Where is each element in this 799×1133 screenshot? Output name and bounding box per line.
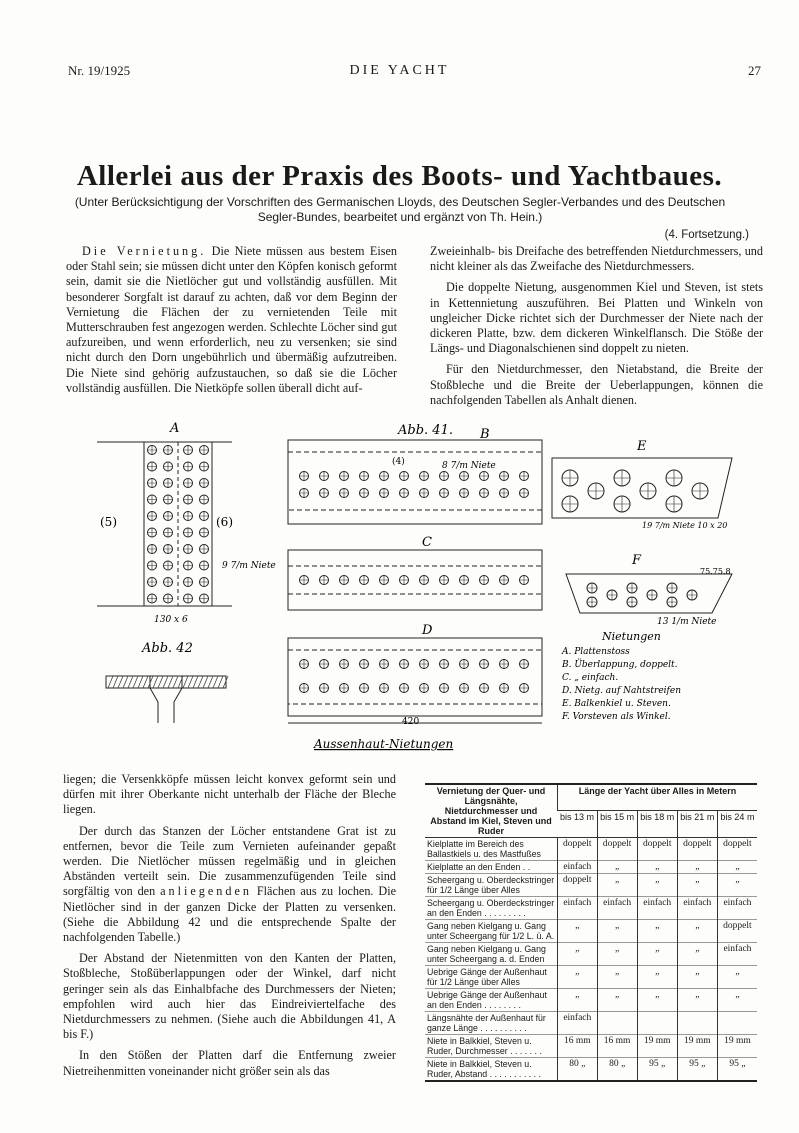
table-cell: „ — [637, 989, 677, 1012]
page-number: 27 — [748, 63, 761, 78]
table-cell: „ — [558, 943, 598, 966]
table-cell: einfach — [597, 897, 637, 920]
hatch-line — [118, 676, 123, 688]
hatch-line — [128, 676, 133, 688]
table-cell — [677, 1012, 717, 1035]
table-cell — [717, 1012, 757, 1035]
rivet-spec-table-wrap — [425, 783, 757, 1082]
paragraph: liegen; die Versenkköpfe müssen leicht konvex geformt sein und dürfen mit ihrer Oberkante nicht unterhalb der Fläche der Bleche liegen. — [63, 772, 396, 817]
paragraph — [66, 244, 397, 396]
table-row — [425, 943, 757, 966]
label-d: D — [422, 623, 433, 638]
paragraph: Für den Nietdurchmesser, den Nietabstand, die Breite der Stoßbleche und die Breite der Ueberlappungen, können die nachfolgenden Tabellen als Anhalt dienen. — [430, 362, 763, 407]
table-col-header: bis 18 m — [637, 811, 677, 838]
hatch-line — [183, 676, 188, 688]
figure-caption: Aussenhaut-Nietungen — [314, 737, 454, 751]
table-cell: „ — [637, 861, 677, 874]
hatch-line — [108, 676, 113, 688]
table-row-label: Scheergang u. Oberdeckstringer an den Enden . . . . . . . . . — [427, 898, 555, 918]
table-cell: „ — [597, 989, 637, 1012]
hatch-line — [143, 676, 148, 688]
table-cell: 16 mm — [558, 1035, 598, 1058]
table-col-group: Länge der Yacht über Alles in Metern — [558, 785, 758, 811]
table-row — [425, 1035, 757, 1058]
table-col-header: bis 13 m — [558, 811, 598, 838]
table-cell: doppelt — [558, 874, 598, 897]
table-row-label: Gang neben Kielgang u. Gang unter Scheergang a. d. Enden — [427, 944, 546, 964]
paragraph: Zweieinhalb- bis Dreifache des betreffenden Nietdurchmessers, und nicht kleiner als das Zweifache des Nietdurchmessers. — [430, 244, 763, 274]
table-cell: 80 „ — [558, 1058, 598, 1081]
niete-a-label: 9 7/m Niete — [222, 561, 276, 571]
legend-item: E. Balkenkiel u. Steven. — [562, 699, 671, 709]
label-a: A — [170, 421, 180, 436]
table-cell: doppelt — [717, 920, 757, 943]
table-cell: „ — [637, 920, 677, 943]
hatch-line — [173, 676, 178, 688]
table-row — [425, 897, 757, 920]
table-cell: doppelt — [677, 838, 717, 861]
table-cell: „ — [597, 943, 637, 966]
hatch-line — [123, 676, 128, 688]
table-cell: 95 „ — [637, 1058, 677, 1081]
table-cell: 95 „ — [677, 1058, 717, 1081]
paragraph: Die doppelte Nietung, ausgenommen Kiel und Steven, ist stets in Kettennietung auszuführen. Bei Platten und Winkeln von ungleicher Dicke richtet sich der Durchmesser der Niete nach der dickeren Platte, bzw. dem dickeren Winkelflansch. Die Stöße der Längs- und Diagonalschienen sind doppelt zu nieten. — [430, 280, 763, 356]
table-cell: doppelt — [637, 838, 677, 861]
table-cell: „ — [637, 943, 677, 966]
hatch-line — [188, 676, 193, 688]
table-cell: 19 mm — [677, 1035, 717, 1058]
text-column-right-top — [430, 244, 763, 414]
legend-item: F. Vorsteven als Winkel. — [562, 712, 671, 722]
table-cell: „ — [677, 920, 717, 943]
table-cell: 19 mm — [717, 1035, 757, 1058]
table-cell: „ — [677, 861, 717, 874]
table-row — [425, 861, 757, 874]
table-cell: „ — [677, 966, 717, 989]
paragraph-text: Der durch das Stanzen der Löcher entstandene Grat ist zu entfernen, bevor die Teile zum Vernieten aufeinander gepaßt werden. Die Nietlöcher müssen regelmäßig und in gleichen Abständen verteilt sein. Die zusammenzufügenden Teile sind sorgfältig von den — [63, 823, 396, 899]
hatch-line — [213, 676, 218, 688]
table-cell: „ — [558, 966, 598, 989]
text-column-left-bottom — [63, 772, 396, 1085]
paragraph-lead: Die Vernietung. — [82, 244, 207, 258]
table-cell: „ — [558, 920, 598, 943]
dim-4-label: (4) — [392, 457, 405, 467]
article-title: Allerlei aus der Praxis des Boots- und Yachtbaues. — [76, 160, 723, 192]
table-cell: „ — [717, 966, 757, 989]
paragraph — [63, 824, 396, 946]
dim-6-label: (6) — [216, 515, 233, 529]
table-row — [425, 920, 757, 943]
legend-item: B. Überlappung, doppelt. — [562, 660, 678, 670]
hatch-line — [158, 676, 163, 688]
table-row-label: Uebrige Gänge der Außenhaut an den Enden . . . . . . . . — [427, 990, 547, 1010]
table-row-label: Gang neben Kielgang u. Gang unter Scheergang für 1/2 L. ü. A. — [427, 921, 555, 941]
table-cell: „ — [597, 920, 637, 943]
table-row-label: Scheergang u. Oberdeckstringer für 1/2 Länge über Alles — [427, 875, 555, 895]
article-subtitle: (Unter Berücksichtigung der Vorschriften des Germanischen Lloyds, des Deutschen Segler-Verbandes und des Deutschen Segler-Bundes, bearbeitet und ergänzt von Th. Hein.) — [74, 195, 726, 224]
table-head-left: Vernietung der Quer- und Längsnähte, Nietdurchmesser und Abstand im Kiel, Steven und Ruder — [425, 785, 558, 838]
legend-item: A. Plattenstoss — [562, 647, 630, 657]
table-cell: einfach — [677, 897, 717, 920]
table-cell: „ — [677, 989, 717, 1012]
table-row-label: Niete in Balkkiel, Steven u. Ruder, Durchmesser . . . . . . . — [427, 1036, 542, 1056]
table-row — [425, 1058, 757, 1081]
table-col-header: bis 21 m — [677, 811, 717, 838]
table-cell: „ — [597, 861, 637, 874]
table-col-header: bis 15 m — [597, 811, 637, 838]
magazine-name: DIE YACHT — [349, 63, 450, 78]
dim-130-label: 130 x 6 — [154, 615, 188, 625]
label-c: C — [422, 535, 432, 550]
label-f: F — [632, 553, 642, 568]
rivet-spec-table — [425, 785, 757, 1080]
table-cell: „ — [597, 966, 637, 989]
hatch-line — [193, 676, 198, 688]
table-row-label: Kielplatte an den Enden . . — [427, 862, 531, 872]
hatch-line — [208, 676, 213, 688]
paragraph: In den Stößen der Platten darf die Entfernung zweier Nietreihenmitten voneinander nicht größer sein als das — [63, 1048, 396, 1078]
table-cell: „ — [717, 874, 757, 897]
table-row — [425, 1012, 757, 1035]
hatch-line — [133, 676, 138, 688]
table-cell: „ — [597, 874, 637, 897]
rivet-drawing-figure — [92, 418, 752, 758]
table-col-header: bis 24 m — [717, 811, 757, 838]
table-cell: „ — [637, 874, 677, 897]
legend-item: C. „ einfach. — [562, 673, 619, 683]
table-row-label: Niete in Balkkiel, Steven u. Ruder, Abstand . . . . . . . . . . . — [427, 1059, 541, 1079]
issue-number: Nr. 19/1925 — [68, 63, 131, 78]
table-row — [425, 966, 757, 989]
hatch-line — [138, 676, 143, 688]
hatch-line — [163, 676, 168, 688]
abb-42-label: Abb. 42 — [142, 641, 193, 656]
table-cell: „ — [558, 989, 598, 1012]
abb-41-label: Abb. 41. — [398, 423, 453, 438]
continuation-note: (4. Fortsetzung.) — [664, 229, 749, 241]
paragraph: Der Abstand der Nietenmitten von den Kanten der Platten, Stoßbleche, Stoßüberlappungen oder der Winkel, darf nicht geringer sein als das Einhalbfache des Durchmessers der Nieten; empfohlen wird auch hier das Eindreiviertelfache des Nietdurchmessers zu nehmen. (Siehe auch die Abbildungen 41, A bis F.) — [63, 951, 396, 1042]
hatch-line — [203, 676, 208, 688]
table-row — [425, 989, 757, 1012]
hatch-line — [113, 676, 118, 688]
hatch-line — [153, 676, 158, 688]
table-cell: doppelt — [597, 838, 637, 861]
table-row-label: Kielplatte im Bereich des Ballastkiels u. des Mastfußes — [427, 839, 541, 859]
table-cell — [597, 1012, 637, 1035]
label-e: E — [637, 439, 647, 454]
table-cell: 16 mm — [597, 1035, 637, 1058]
table-row — [425, 838, 757, 861]
text-column-left-top — [66, 244, 397, 402]
table-cell: doppelt — [717, 838, 757, 861]
dim-758-label: 75.75.8 — [700, 567, 731, 576]
paragraph-spaced-text: anliegenden — [160, 884, 252, 899]
table-cell: einfach — [558, 1012, 598, 1035]
legend-title: Nietungen — [602, 630, 661, 643]
table-cell: „ — [717, 989, 757, 1012]
legend-item: D. Nietg. auf Nahtstreifen — [562, 686, 681, 696]
table-cell — [637, 1012, 677, 1035]
table-cell: „ — [717, 861, 757, 874]
table-row — [425, 874, 757, 897]
niete-f-label: 13 1/m Niete — [657, 617, 717, 627]
paragraph-text: Flächen aus zu lochen. Die Nietlöcher sind in der ganzen Dicke der Platten zu versenken. (Siehe die Abbildung 42 und die entsprechende Spalte der nachfolgenden Tabelle.) — [63, 884, 396, 945]
niete-e-label: 19 7/m Niete 10 x 20 — [642, 521, 728, 530]
table-cell: 19 mm — [637, 1035, 677, 1058]
niete-b-label: 8 7/m Niete — [442, 461, 496, 471]
table-cell: doppelt — [558, 838, 598, 861]
table-cell: einfach — [717, 943, 757, 966]
table-cell: „ — [677, 874, 717, 897]
paragraph-text: Die Niete müssen aus bestem Eisen oder Stahl sein; sie müssen dicht unter den Köpfen konisch geformt sein, damit sie die Nietlöcher gut und vollständig ausfüllen. Mit besonderer Sorgfalt ist darauf zu achten, daß vor dem Beginn der Vernietung die Flächen der zu vernietenden Teile mit Mutterschrauben fest angezogen werden. Schlechte Löcher sind gut aufzureiben, und wenn erforderlich, neu zu versenken; sie sind nicht durch den Dorn ungebührlich und übermäßig aufzutreiben. Die Niete sind gehörig aufzustauchen, so daß sie die Löcher vollständig ausfüllen. Die Nietköpfe sollen überall dicht auf- — [66, 244, 397, 395]
table-cell: „ — [637, 966, 677, 989]
table-row-label: Uebrige Gänge der Außenhaut für 1/2 Länge über Alles — [427, 967, 547, 987]
hatch-line — [218, 676, 223, 688]
dim-5-label: (5) — [100, 515, 117, 529]
table-cell: 80 „ — [597, 1058, 637, 1081]
label-b: B — [480, 427, 490, 442]
table-cell: einfach — [558, 861, 598, 874]
table-cell: einfach — [717, 897, 757, 920]
table-cell: 95 „ — [717, 1058, 757, 1081]
table-row-label: Längsnähte der Außenhaut für ganze Länge . . . . . . . . . . — [427, 1013, 546, 1033]
table-cell: einfach — [558, 897, 598, 920]
hatch-line — [168, 676, 173, 688]
table-cell: „ — [677, 943, 717, 966]
hatch-line — [198, 676, 203, 688]
dim-420-label: 420 — [402, 717, 420, 727]
table-cell: einfach — [637, 897, 677, 920]
